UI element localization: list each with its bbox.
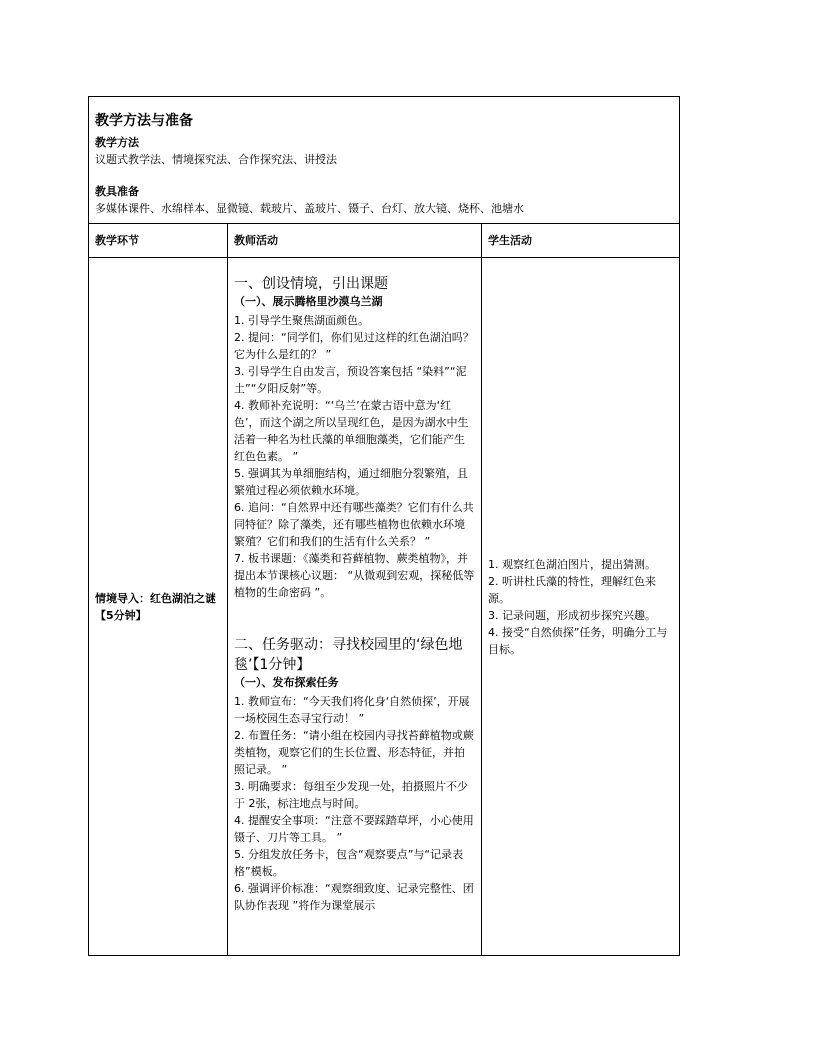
teacher-s2-item: 4. 提醒安全事项：“注意不要踩踏草坪，小心使用镊子、刀片等工具。 ” — [234, 814, 474, 844]
col-header-teacher: 教师活动 — [228, 224, 482, 258]
teacher-s1-item: 5. 强调其为单细胞结构，通过细胞分裂繁殖，且繁殖过程必须依赖水环境。 — [234, 467, 468, 497]
student-item: 1. 观察红色湖泊图片，提出猜测。 — [488, 557, 656, 571]
teacher-s1-item: 7. 板书课题：《藻类和苔藓植物、蕨类植物》，并提出本节课核心议题： “从微观到宏观，探秘低等植物的生命密码 ”。 — [234, 552, 475, 599]
prep-cell — [89, 97, 680, 224]
tools-text: 多媒体课件、水绵样本、显微镜、载玻片、盖玻片、镊子、台灯、放大镜、烧杯、池塘水 — [95, 202, 524, 215]
teacher-cell — [228, 258, 482, 956]
stage-cell — [89, 258, 228, 956]
tools-label: 教具准备 — [95, 185, 139, 198]
method-label: 教学方法 — [95, 136, 139, 149]
teacher-s2-item: 1. 教师宣布：“今天我们将化身‘自然侦探’，开展一场校园生态寻宝行动！ ” — [234, 695, 470, 725]
student-cell — [482, 258, 680, 956]
lesson-plan-table — [88, 96, 680, 956]
teacher-s1-item: 4. 教师补充说明：“‘乌兰’在蒙古语中意为‘红色’，而这个湖之所以呈现红色，是因为湖水中生活着一种名为杜氏藻的单细胞藻类，它们能产生红色色素。 ” — [234, 399, 469, 463]
col-header-stage: 教学环节 — [89, 224, 228, 258]
teacher-s2-item: 3. 明确要求：每组至少发现一处，拍摄照片不少于 2张，标注地点与时间。 — [234, 780, 468, 810]
teacher-section2-sub: （一）、发布探索任务 — [234, 676, 339, 689]
column-header-row — [89, 224, 680, 258]
student-item: 4. 接受“自然侦探”任务，明确分工与目标。 — [488, 625, 668, 656]
teacher-s1-item: 3. 引导学生自由发言，预设答案包括 “染料”“泥土”“夕阳反射”等。 — [234, 365, 467, 395]
teacher-section1-sub: （一）、展示腾格里沙漠乌兰湖 — [234, 295, 383, 308]
col-header-student: 学生活动 — [482, 224, 680, 258]
teacher-s2-item: 2. 布置任务：“请小组在校园内寻找苔藓植物或蕨类植物，观察它们的生长位置、形态特征，并拍照记录。 ” — [234, 729, 474, 776]
teacher-s1-item: 6. 追问：“自然界中还有哪些藻类？它们有什么共同特征？除了藻类，还有哪些植物也依赖水环境繁殖？它们和我们的生活有什么关系？ ” — [234, 501, 474, 548]
teacher-section2-heading: 二、任务驱动：寻找校园里的‘绿色地毯’【1分钟】 — [234, 637, 463, 673]
method-text: 议题式教学法、情境探究法、合作探究法、讲授法 — [95, 153, 337, 166]
prep-row — [89, 97, 680, 224]
stage-label: 情境导入：红色湖泊之谜【5分钟】 — [95, 591, 216, 622]
content-row — [89, 258, 680, 956]
teacher-s2-item: 5. 分组发放任务卡，包含“观察要点”与“记录表格”模板。 — [234, 848, 464, 878]
teacher-s1-item: 2. 提问：“同学们，你们见过这样的红色湖泊吗？它为什么是红的？ ” — [234, 331, 474, 361]
student-item: 2. 听讲杜氏藻的特性，理解红色来源。 — [488, 574, 656, 605]
teacher-s2-item: 6. 强调评价标准：“观察细致度、记录完整性、团队协作表现 ”将作为课堂展示 — [234, 882, 474, 912]
teacher-s1-item: 1. 引导学生聚焦湖面颜色。 — [234, 314, 369, 327]
student-item: 3. 记录问题，形成初步探究兴趣。 — [488, 608, 656, 622]
prep-title: 教学方法与准备 — [95, 113, 193, 129]
teacher-section1-heading: 一、创设情境，引出课题 — [234, 276, 388, 292]
